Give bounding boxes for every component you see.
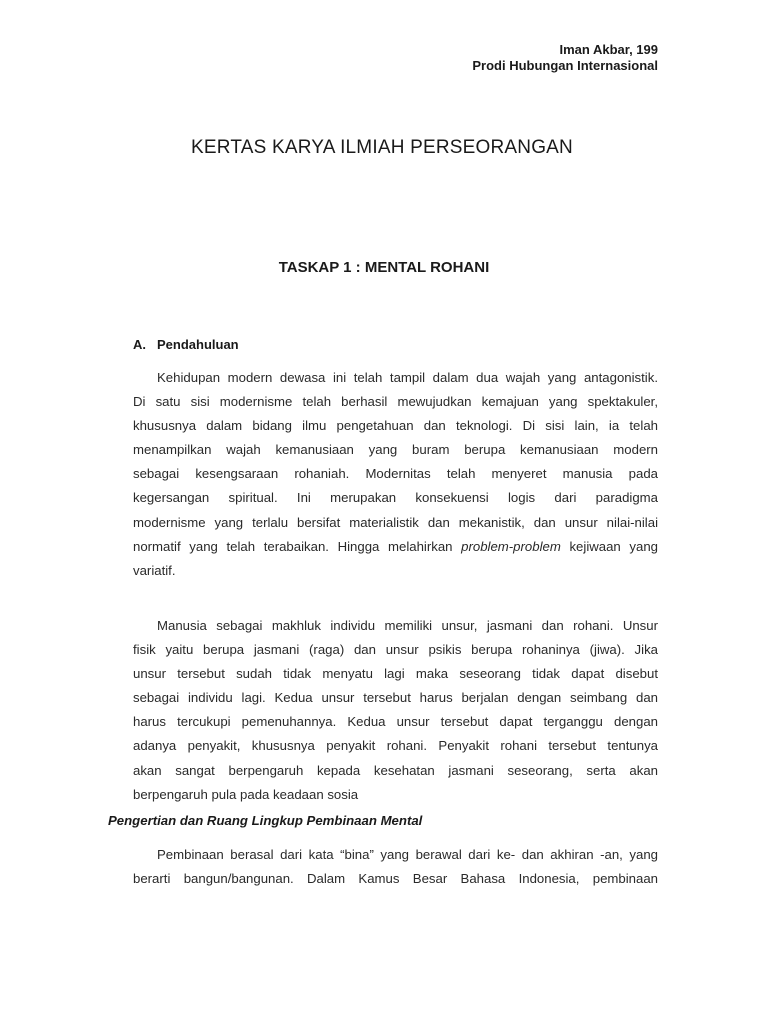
text-line: Kehidupan modern dewasa ini telah tampil dalam dua wajah yang antagonistik.: [157, 370, 658, 385]
text-segment: kejiwaan yang: [560, 538, 658, 554]
text-line: unsur tersebut sudah tidak menyatu lagi maka seseorang tidak dapat disebut: [133, 666, 658, 682]
document-title: [0, 137, 768, 159]
text-line: modernisme yang terlalu bersifat materialistik dan mekanistik, dan unsur nilai-nilai: [133, 514, 658, 530]
paragraph-pembinaan: [133, 843, 658, 891]
text-line: sebagai individu lagi. Kedua unsur tersebut harus berjalan dengan seimbang dan: [133, 690, 658, 706]
text-line: variatif.: [133, 562, 176, 578]
text-line: Di satu sisi modernisme telah berhasil mewujudkan kemajuan yang spektakuler,: [133, 394, 658, 410]
text-line: Pembinaan berasal dari kata “bina” yang berawal dari ke- dan akhiran -an, yang: [157, 847, 658, 862]
text-line-mixed: [133, 535, 658, 559]
author-block: [472, 42, 658, 74]
text-line: adanya penyakit, khususnya penyakit rohani. Penyakit rohani tersebut tentunya: [133, 738, 658, 754]
text-line: khususnya dalam bidang ilmu pengetahuan dan teknologi. Di sisi lain, ia telah: [133, 418, 658, 434]
text-line: menampilkan wajah kemanusiaan yang buram berupa kemanusiaan modern: [133, 442, 658, 458]
section-a-title: Pendahuluan: [157, 337, 239, 352]
text-line: fisik yaitu berupa jasmani (raga) dan unsur psikis berupa rohaninya (jiwa). Jika: [133, 642, 658, 658]
text-line: berarti bangun/bangunan. Dalam Kamus Besar Bahasa Indonesia, pembinaan: [133, 871, 658, 887]
text-line: Manusia sebagai makhluk individu memiliki unsur, jasmani dan rohani. Unsur: [157, 618, 658, 633]
study-program: Prodi Hubungan Internasional: [472, 58, 658, 73]
italic-term: problem-problem: [461, 538, 561, 554]
section-a-heading: [133, 337, 239, 352]
paragraph-intro-2: [133, 614, 658, 807]
text-line: sebagai kesengsaraan rohaniah. Modernitas telah menyeret manusia pada: [133, 466, 658, 482]
paragraph-intro-1: [133, 366, 658, 583]
section-b-heading: Pengertian dan Ruang Lingkup Pembinaan Mental: [108, 813, 423, 828]
section-letter: A.: [133, 337, 146, 352]
document-subtitle: TASKAP 1 : MENTAL ROHANI: [278, 259, 490, 276]
text-segment: normatif yang telah terabaikan. Hingga melahirkan: [133, 538, 462, 554]
document-title-text: KERTAS KARYA ILMIAH PERSEORANGAN: [191, 137, 573, 158]
text-line: harus tercukupi pemenuhannya. Kedua unsur tersebut dapat terganggu dengan: [133, 714, 658, 730]
author-name: Iman Akbar, 199: [559, 42, 658, 57]
text-line: berpengaruh pula pada keadaan sosia: [133, 786, 359, 802]
text-line: akan sangat berpengaruh kepada kesehatan jasmani seseorang, serta akan: [133, 762, 658, 778]
text-line: kegersangan spiritual. Ini merupakan konsekuensi logis dari paradigma: [133, 490, 658, 506]
